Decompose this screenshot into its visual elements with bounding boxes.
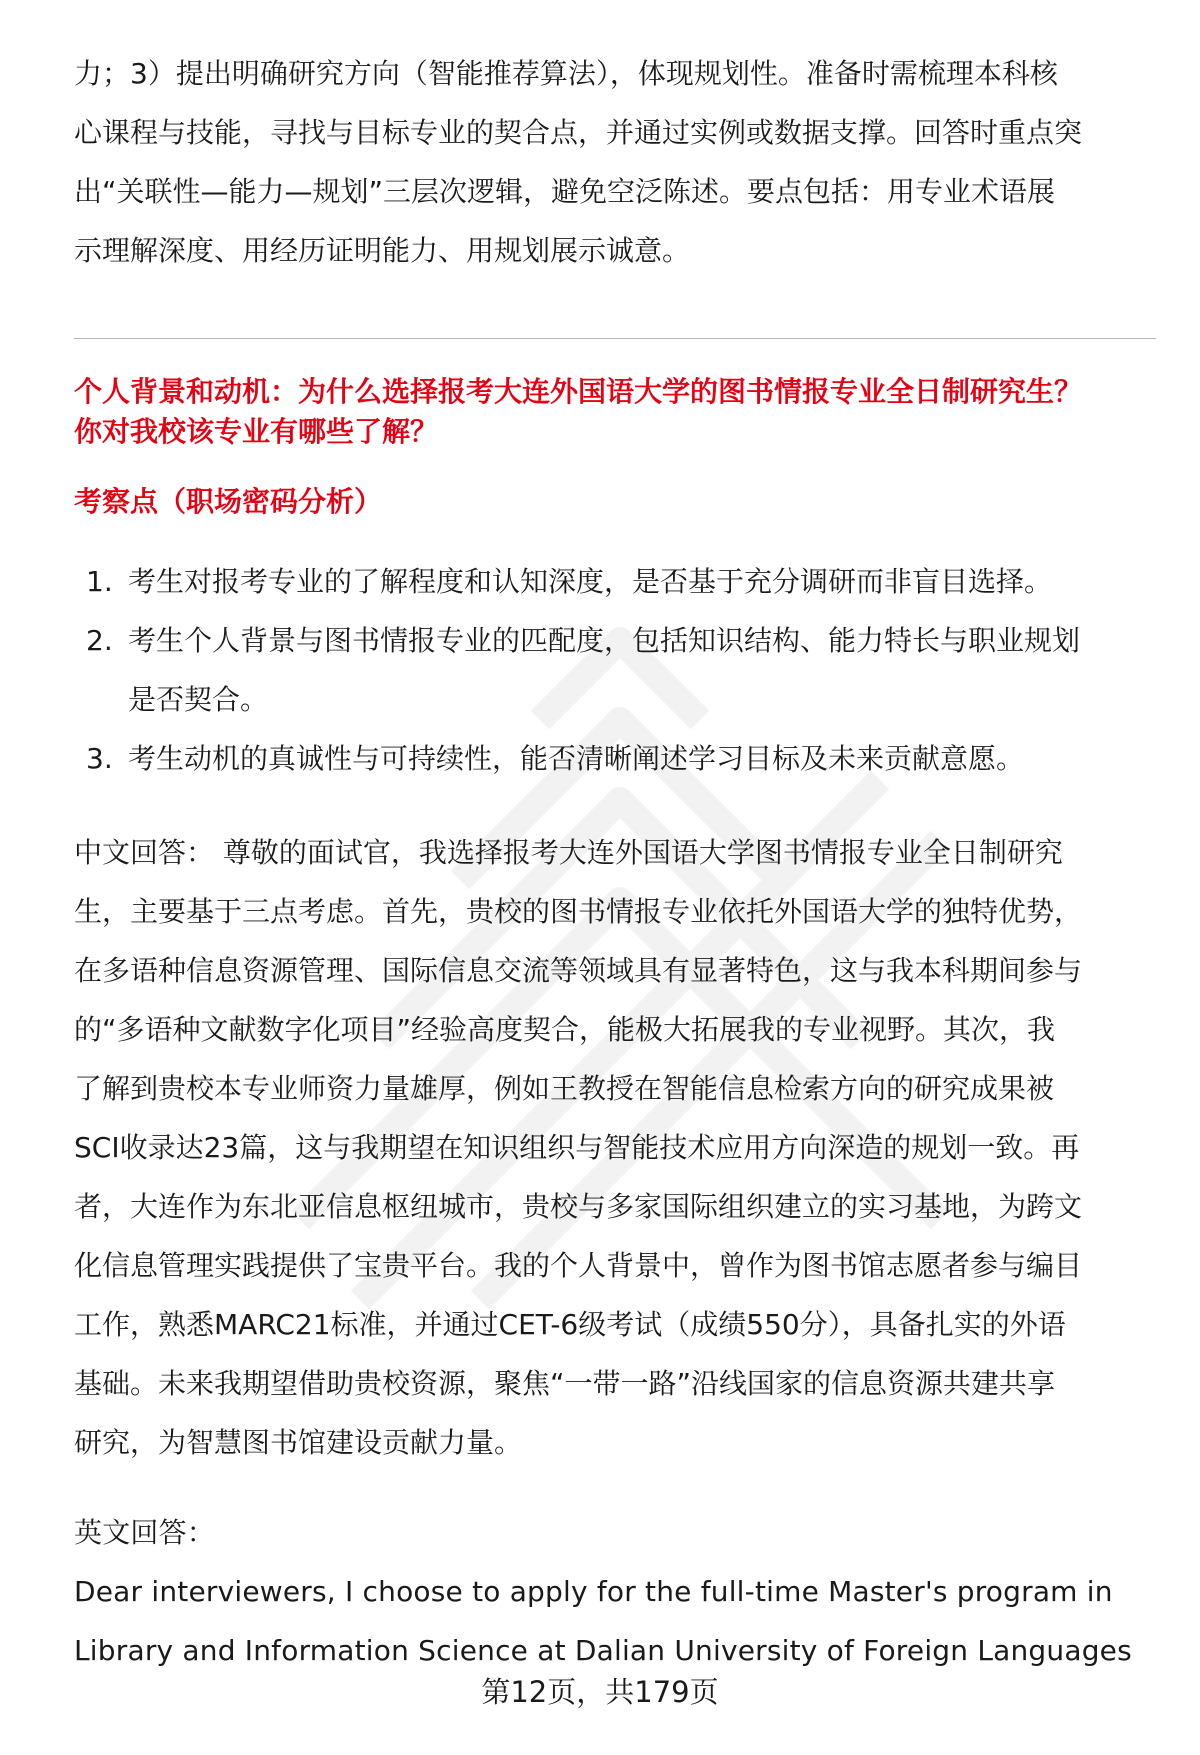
- question-title: [74, 372, 1164, 452]
- list-item-number: 2.: [86, 624, 113, 657]
- chinese-answer-paragraph: [74, 823, 1154, 1472]
- chinese-answer-line: 生，主要基于三点考虑。首先，贵校的图书情报专业依托外国语大学的独特优势，: [74, 895, 1083, 928]
- section-label: 考察点（职场密码分析）: [74, 485, 383, 518]
- english-answer-paragraph: [74, 1503, 1154, 1680]
- chinese-answer-line: 化信息管理实践提供了宝贵平台。我的个人背景中，曾作为图书馆志愿者参与编目: [74, 1249, 1083, 1282]
- list-item: [74, 729, 1164, 788]
- question-title-line: 个人背景和动机：为什么选择报考大连外国语大学的图书情报专业全日制研究生？: [74, 375, 1083, 408]
- list-item-text: 考生个人背景与图书情报专业的匹配度，包括知识结构、能力特长与职业规划: [128, 624, 1081, 657]
- page-number: 第12页，共179页: [481, 1675, 719, 1709]
- english-answer-line: Dear interviewers, I choose to apply for the full-time Master's program in: [74, 1575, 1113, 1608]
- intro-line: 力；3）提出明确研究方向（智能推荐算法），体现规划性。准备时需梳理本科核: [74, 57, 1058, 90]
- english-answer-label: 英文回答：: [74, 1516, 216, 1549]
- list-item-number: 3.: [86, 742, 113, 775]
- question-title-line: 你对我校该专业有哪些了解？: [74, 415, 439, 448]
- intro-paragraph: [74, 44, 1154, 280]
- chinese-answer-line: SCI收录达23篇，这与我期望在知识组织与智能技术应用方向深造的规划一致。再: [74, 1131, 1080, 1164]
- chinese-answer-line: 在多语种信息资源管理、国际信息交流等领域具有显著特色，这与我本科期间参与: [74, 954, 1083, 987]
- intro-line: 出“关联性—能力—规划”三层次逻辑，避免空泛陈述。要点包括：用专业术语展: [74, 175, 1056, 208]
- list-item-text: 是否契合。: [128, 683, 269, 716]
- section-divider: [74, 338, 1156, 339]
- chinese-answer-line: 者，大连作为东北亚信息枢纽城市，贵校与多家国际组织建立的实习基地，为跨文: [74, 1190, 1083, 1223]
- intro-line: 心课程与技能，寻找与目标专业的契合点，并通过实例或数据支撑。回答时重点突: [74, 116, 1083, 149]
- list-item: [74, 552, 1164, 611]
- english-answer-line: Library and Information Science at Dalian University of Foreign Languages: [74, 1634, 1132, 1667]
- intro-line: 示理解深度、用经历证明能力、用规划展示诚意。: [74, 234, 691, 267]
- chinese-answer-line: 基础。未来我期望借助贵校资源，聚焦“一带一路”沿线国家的信息资源共建共享: [74, 1367, 1056, 1400]
- list-item-number: 1.: [86, 565, 113, 598]
- list-item-text: 考生动机的真诚性与可持续性，能否清晰阐述学习目标及未来贡献意愿。: [128, 742, 1025, 775]
- chinese-answer-line: 中文回答： 尊敬的面试官，我选择报考大连外国语大学图书情报专业全日制研究: [74, 836, 1063, 869]
- chinese-answer-line: 研究，为智慧图书馆建设贡献力量。: [74, 1426, 523, 1459]
- chinese-answer-line: 了解到贵校本专业师资力量雄厚，例如王教授在智能信息检索方向的研究成果被: [74, 1072, 1055, 1105]
- list-item-text: 考生对报考专业的了解程度和认知深度，是否基于充分调研而非盲目选择。: [128, 565, 1053, 598]
- assessment-points-list: [74, 552, 1164, 788]
- chinese-answer-line: 工作，熟悉MARC21标准，并通过CET-6级考试（成绩550分），具备扎实的外语: [74, 1308, 1066, 1341]
- list-item: [74, 611, 1164, 729]
- chinese-answer-line: 的“多语种文献数字化项目”经验高度契合，能极大拓展我的专业视野。其次，我: [74, 1013, 1056, 1046]
